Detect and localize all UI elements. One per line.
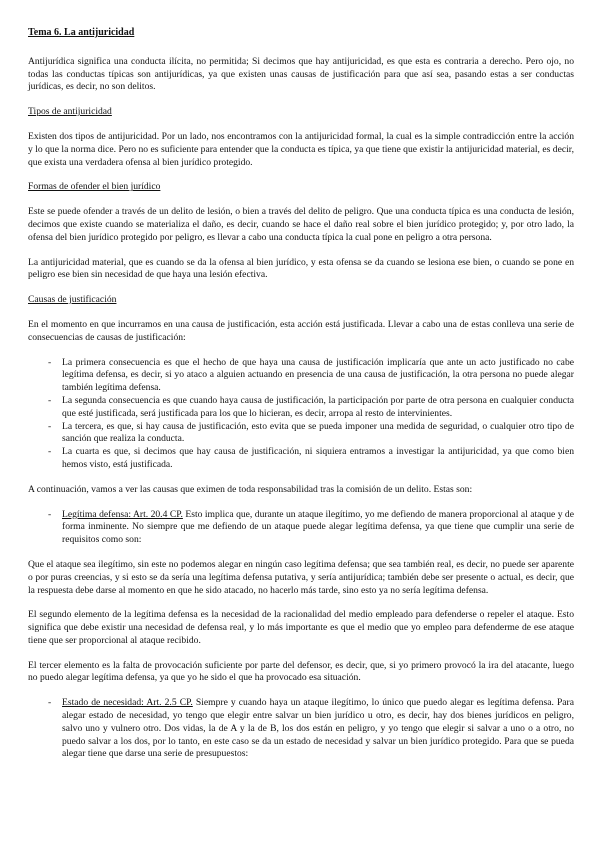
causas-paragraph-1: En el momento en que incurramos en una causa de justificación, esta acción está justificada. Llevar a cabo una de estas conlleva una serie de consecuencias de causas de justificación:: [28, 318, 574, 343]
list-item: - La primera consecuencia es que el hecho de que haya una causa de justificación implicaría que ante un acto justificado no cabe legítima defensa, es decir, si yo ataco a alguien actuando en presencia de una causa de justificación, la otra persona no puede alegar también legítima defensa.: [28, 357, 574, 395]
intro-paragraph: Antijurídica significa una conducta ilícita, no permitida; Si decimos que hay antijuricidad, es que esta es contraria a derecho. Pero ojo, no todas las conductas típicas son antijurídicas, ya que existen unas causas de justificación para que así sea, pasando estas a ser conductas jurídicas, es decir, no son delitos.: [28, 55, 574, 93]
segundo-elemento-paragraph: El segundo elemento de la legítima defensa es la necesidad de la racionalidad del medio empleado para defenderse o repeler el ataque. Esto significa que debe existir una necesidad de defensa real, y lo más importante es que el medio que yo empleo para defenderme de ese ataque tiene que ser proporcional al ataque recibido.: [28, 609, 574, 646]
document-title: Tema 6. La antijuricidad: [28, 27, 135, 38]
consequences-list: [28, 357, 574, 472]
estado-necesidad-item: [28, 697, 574, 761]
tercer-elemento-paragraph: El tercer elemento es la falta de provocación suficiente por parte del defensor, es decir, que, si yo primero provocó la ira del atacante, luego no puedo alegar legítima defensa, ya que yo he sido el que ha provocado esa situación.: [28, 659, 574, 684]
heading-causas-justificacion: Causas de justificación: [28, 294, 117, 306]
estado-necesidad-text: Siempre y cuando haya un ataque ilegítimo, lo único que puedo alegar es legítima defensa. Para alegar estado de necesidad, yo tengo que elegir entre salvar un bien jurídico u otro, es decir, hay dos bienes jurídicos en peligro, salvo uno y vulnero otro. Dos vidas, la de A y la de B, los dos están en peligro, y yo tengo que elegir si salvar a uno o a otro, no puedo salvar a los dos, por lo tanto, en este caso se da un estado de necesidad y salvar un bien jurídico protegido. Para que se pueda alegar tiene que darse una serie de presupuestos:: [62, 697, 574, 760]
formas-paragraph-1: Este se puede ofender a través de un delito de lesión, o bien a través del delito de peligro. Que una conducta típica es una conducta de lesión, decimos que existe cuando se materializa el daño, es decir, cuando se hace el daño real sobre el bien jurídico protegido; y, por otro lado, la ofensa del bien jurídico protegido por peligro, es llevar a cabo una conducta típica la cual pone en peligro a otra persona.: [28, 206, 574, 243]
causas-paragraph-2: A continuación, vamos a ver las causas que eximen de toda responsabilidad tras la comisión de un delito. Estas son:: [28, 483, 473, 495]
heading-formas-ofender: Formas de ofender el bien jurídico: [28, 181, 161, 193]
list-item: - La segunda consecuencia es que cuando haya causa de justificación, la participación por parte de otra persona en cualquier conducta que esté justificada, será justificada para los que lo hicieran, es decir, arropa al resto de intervinientes.: [28, 395, 574, 421]
heading-tipos-antijuricidad: Tipos de antijuricidad: [28, 106, 112, 118]
list-item: - La tercera, es que, si hay causa de justificación, esto evita que se pueda imponer una medida de seguridad, o cualquier otro tipo de sanción que realiza la conducta.: [28, 421, 574, 447]
tipos-paragraph: Existen dos tipos de antijuricidad. Por un lado, nos encontramos con la antijuricidad formal, la cual es la simple contradicción entre la acción y lo que la norma dice. Pero no es suficiente para entender que la conducta es típica, ya que tiene que existir la antijuricidad material, es decir, que exista una verdadera ofensa al bien jurídico protegido.: [28, 130, 574, 168]
legitima-defensa-item: [28, 509, 574, 547]
legitima-defensa-list: [28, 509, 574, 547]
estado-necesidad-lead: Estado de necesidad: Art. 2.5 CP.: [62, 697, 193, 709]
legitima-defensa-lead: Legítima defensa: Art. 20.4 CP.: [62, 508, 183, 520]
formas-paragraph-2: La antijuricidad material, que es cuando se da la ofensa al bien jurídico, y esta ofensa se da cuando se lesiona ese bien, o cuando se pone en peligro ese bien sin necesidad de que haya una lesión efectiva.: [28, 256, 574, 281]
legitima-defensa-text: Esto implica que, durante un ataque ilegítimo, yo me defiendo de manera proporcional al ataque y de forma inminente. No siempre que me defiendo de un ataque puede alegar legítima defensa, ya que tiene que cumplir una serie de requisitos como son:: [62, 508, 574, 546]
estado-necesidad-list: [28, 697, 574, 761]
list-item: - La cuarta es que, si decimos que hay causa de justificación, ni siquiera entramos a investigar la antijuricidad, ya que como bien hemos visto, está justificada.: [28, 446, 574, 472]
requisitos-paragraph: Que el ataque sea ilegítimo, sin este no podemos alegar en ningún caso legítima defensa; que sea también real, es decir, no puede ser aparente o por puras creencias, y si esto se da sería una legítima defensa putativa, y sería antijurídica; también debe ser presente o actual, es decir, que la respuesta debe darse al momento en que he sido atacado, no hacerlo más tarde, sino esto ya no sería legítima defensa.: [28, 558, 574, 596]
